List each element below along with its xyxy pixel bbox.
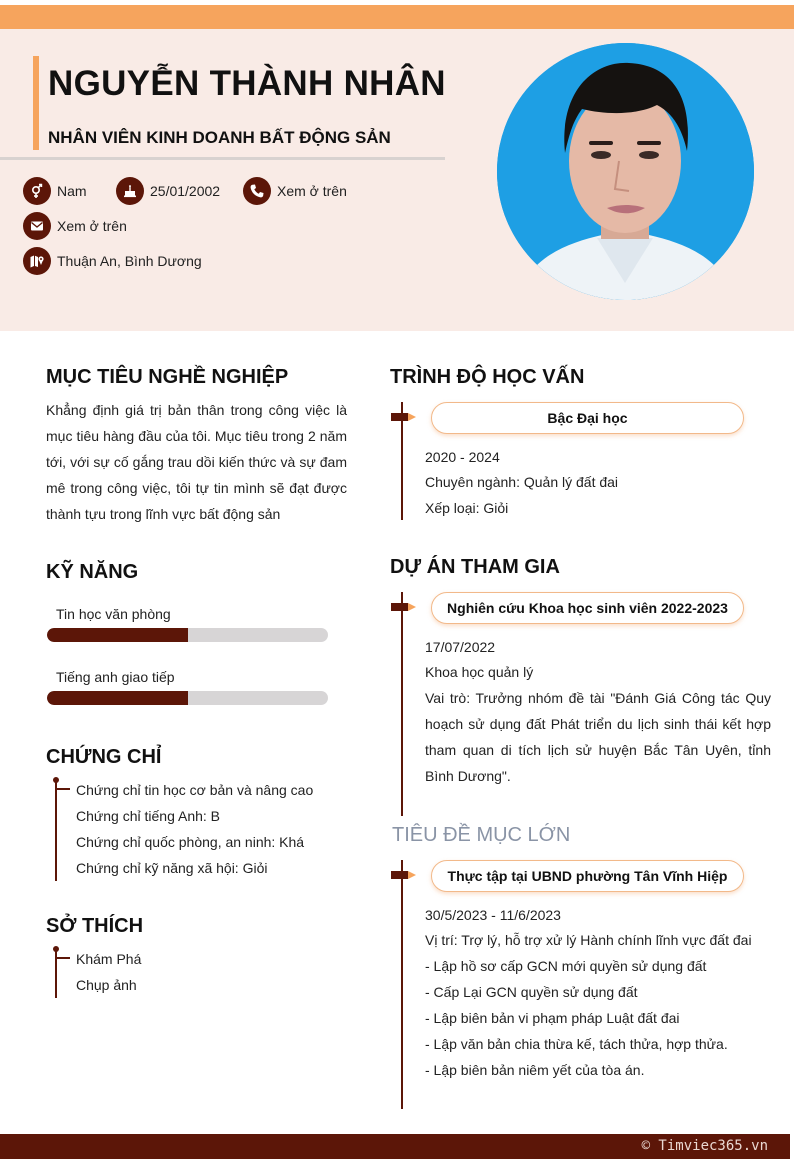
footer-bar [0,1134,790,1159]
certificate-item: Chứng chỉ tiếng Anh: B [76,808,221,824]
pencil-marker-icon [391,413,417,421]
experience-position: Vị trí: Trợ lý, hỗ trợ xử lý Hành chính lĩnh vực đất đai [425,932,752,948]
gender-icon [23,177,51,205]
experience-task: - Cấp Lại GCN quyền sử dụng đất [425,984,638,1000]
experience-pill: Thực tập tại UBND phường Tân Vĩnh Hiệp [431,860,744,892]
candidate-name: NGUYỄN THÀNH NHÂN [48,64,446,103]
map-location-icon [23,247,51,275]
pencil-marker-icon [391,603,417,611]
experience-task: - Lập văn bản chia thừa kế, tách thửa, hợp thửa. [425,1036,728,1052]
birthday-text: 25/01/2002 [150,183,221,199]
education-grade: Xếp loại: Giỏi [425,500,509,516]
hobby-item: Chụp ảnh [76,977,137,993]
skill-label: Tin học văn phòng [56,606,171,622]
certificate-item: Chứng chỉ quốc phòng, an ninh: Khá [76,834,305,850]
name-accent-bar [33,56,39,150]
projects-pill: Nghiên cứu Khoa học sinh viên 2022-2023 [431,592,744,624]
experience-heading: TIÊU ĐỀ MỤC LỚN [392,824,571,846]
phone-text: Xem ở trên [277,183,347,199]
project-date: 17/07/2022 [425,639,496,655]
top-accent-bar [0,5,794,29]
experience-task: - Lập biên bản niêm yết của tòa án. [425,1062,645,1078]
experience-timeline-line [401,860,403,1109]
education-major: Chuyên ngành: Quản lý đất đai [425,474,619,490]
skills-heading: KỸ NĂNG [46,561,139,583]
skill-bar-fill [47,628,188,642]
skill-bar [47,691,328,705]
skill-bar [47,628,328,642]
experience-task: - Lập hồ sơ cấp GCN mới quyền sử dụng đất [425,958,707,974]
hobby-item: Khám Phá [76,951,142,967]
certificate-item: Chứng chỉ kỹ năng xã hội: Giỏi [76,860,268,876]
address-text: Thuận An, Bình Dương [57,253,202,269]
phone-icon [243,177,271,205]
projects-heading: DỰ ÁN THAM GIA [390,556,560,578]
skill-bar-fill [47,691,188,705]
projects-timeline-line [401,592,403,816]
education-pill: Bậc Đại học [431,402,744,434]
skill-label: Tiếng anh giao tiếp [56,669,175,685]
gender-text: Nam [57,183,87,199]
title-divider [0,157,445,160]
hobbies-heading: SỞ THÍCH [46,915,144,937]
objective-heading: MỤC TIÊU NGHỀ NGHIỆP [46,366,289,388]
experience-task: - Lập biên bản vi phạm pháp Luật đất đai [425,1010,680,1026]
email-icon [23,212,51,240]
project-subject: Khoa học quản lý [425,664,534,680]
certificates-line [55,780,57,881]
birthday-cake-icon [116,177,144,205]
footer-copyright: © Timviec365.vn [641,1138,768,1154]
education-heading: TRÌNH ĐỘ HỌC VẤN [390,366,585,388]
project-role: Vai trò: Trưởng nhóm đề tài "Đánh Giá Công tác Quy hoạch sử dụng đất Phát triển du lịch sinh thái kết hợp tham quan di tích lịch sử huyện Bắc Tân Uyên, tỉnh Bình Dương". [425,690,771,784]
education-period: 2020 - 2024 [425,449,500,465]
objective-text: Khẳng định giá trị bản thân trong công việc là mục tiêu hàng đầu của tôi. Mục tiêu trong 2 năm tới, với sự cố gắng trau dồi kiến thức và sự đam mê trong công việc, tôi tự tin mình sẽ đạt được thành tựu trong lĩnh vực bất động sản [46,402,347,522]
certificates-heading: CHỨNG CHỈ [46,746,162,768]
pencil-marker-icon [391,871,417,879]
job-title: NHÂN VIÊN KINH DOANH BẤT ĐỘNG SẢN [48,128,391,147]
experience-period: 30/5/2023 - 11/6/2023 [425,907,561,923]
timeline-hook [56,957,70,959]
email-text: Xem ở trên [57,218,127,234]
timeline-hook [56,788,70,790]
certificate-item: Chứng chỉ tin học cơ bản và nâng cao [76,782,314,798]
profile-photo [497,43,754,300]
